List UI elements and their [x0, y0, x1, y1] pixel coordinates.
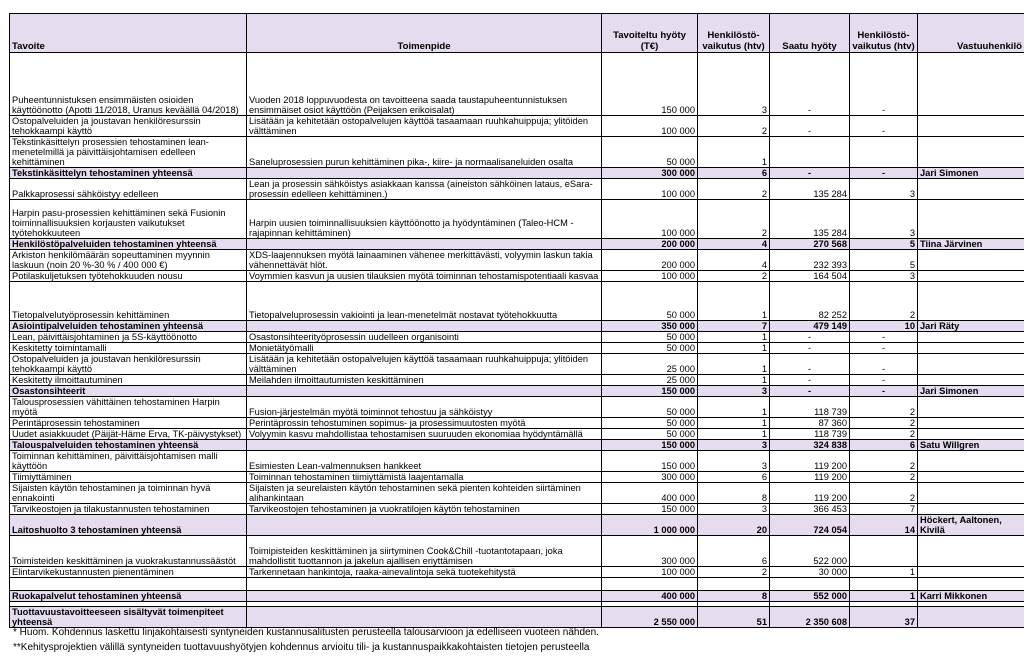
cell-toimenpide: [247, 321, 602, 332]
cell-tavoite: Ruokapalvelut tehostaminen yhteensä: [10, 591, 247, 602]
cell-tavoiteltu-hyoty: 50 000: [602, 397, 698, 418]
cell-vastuuhenkilo: Karri Mikkonen: [918, 591, 1024, 602]
cell-tavoiteltu-hyoty: 150 000: [602, 53, 698, 116]
cell-tavoite: Toiminnan kehittäminen, päivittäisjohtamisen malli käyttöön: [10, 451, 247, 472]
cell-toimenpide: Vuoden 2018 loppuvuodesta on tavoitteena saada taustapuheentunnistuksen ensimmäiset osiot käyttöön (Peijaksen erikoisalat): [247, 53, 602, 116]
cell-vastuuhenkilo: [918, 116, 1024, 137]
cell-htv-saatu: 2: [850, 472, 918, 483]
cell-htv-saatu: 2: [850, 397, 918, 418]
table-row: [10, 536, 1024, 567]
table-row: [10, 567, 1024, 578]
cell-saatu-hyoty: 118 739: [770, 397, 850, 418]
cell-vastuuhenkilo: [918, 332, 1024, 343]
cell-htv: 8: [698, 483, 770, 504]
cell-toimenpide: Lean ja prosessin sähköistys asiakkaan kanssa (aineiston sähköinen lataus, eSara-prosessin edelleen kehittäminen.): [247, 179, 602, 200]
cell-htv-saatu: -: [850, 343, 918, 354]
table-row: [10, 343, 1024, 354]
cell-htv: 1: [698, 375, 770, 386]
cell-saatu-hyoty: -: [770, 386, 850, 397]
cell-htv: 3: [698, 53, 770, 116]
cell-tavoite: Toimisteiden keskittäminen ja vuokrakustannussäästöt: [10, 536, 247, 567]
cell-vastuuhenkilo: Jari Räty: [918, 321, 1024, 332]
cell-vastuuhenkilo: [918, 567, 1024, 578]
header-row: [10, 14, 1024, 53]
cell-htv-saatu: [850, 578, 918, 591]
cell-toimenpide: Monietätyömalli: [247, 343, 602, 354]
cell-toimenpide: [247, 440, 602, 451]
table-row: [10, 418, 1024, 429]
cell-vastuuhenkilo: [918, 250, 1024, 271]
cell-htv-saatu: 10: [850, 321, 918, 332]
cell-saatu-hyoty: 119 200: [770, 483, 850, 504]
cell-htv: 7: [698, 321, 770, 332]
cell-tavoite: Ostopalveluiden ja joustavan henkilöresurssin tehokkaampi käyttö: [10, 116, 247, 137]
table-row: [10, 354, 1024, 375]
cell-htv: 3: [698, 386, 770, 397]
cell-vastuuhenkilo: [918, 429, 1024, 440]
cell-vastuuhenkilo: [918, 397, 1024, 418]
cell-vastuuhenkilo: [918, 354, 1024, 375]
table-row: [10, 200, 1024, 239]
cell-tavoite: Tiimiyttäminen: [10, 472, 247, 483]
header-tavoiteltu-hyoty: Tavoiteltu hyöty (T€): [602, 14, 698, 53]
cell-toimenpide: Toiminnan tehostaminen tiimiyttämistä laajentamalla: [247, 472, 602, 483]
cell-toimenpide: XDS-laajennuksen myötä lainaaminen vähenee merkittävästi, volyymin laskun takia vähennettävät hlöt.: [247, 250, 602, 271]
cell-toimenpide: Tarvikeostojen tehostaminen ja vuokratilojen käytön tehostaminen: [247, 504, 602, 515]
table-row: [10, 472, 1024, 483]
table-row: [10, 429, 1024, 440]
cell-vastuuhenkilo: [918, 607, 1024, 628]
cell-htv-saatu: -: [850, 168, 918, 179]
cell-toimenpide: Lisätään ja kehitetään ostopalvelujen käyttöä tasaamaan ruuhkahuippuja; ylitöiden välttäminen: [247, 354, 602, 375]
cell-vastuuhenkilo: [918, 418, 1024, 429]
cell-vastuuhenkilo: [918, 137, 1024, 168]
cell-toimenpide: Harpin uusien toiminnallisuuksien käyttöönotto ja hyödyntäminen (Taleo-HCM -rajapinnan kehittäminen): [247, 200, 602, 239]
cell-htv: 8: [698, 591, 770, 602]
cell-saatu-hyoty: 135 284: [770, 200, 850, 239]
cell-tavoite: Tarvikeostojen ja tilakustannusten tehostaminen: [10, 504, 247, 515]
cell-tavoite: Osastonsihteerit: [10, 386, 247, 397]
table-row: [10, 53, 1024, 116]
cell-tavoiteltu-hyoty: 50 000: [602, 429, 698, 440]
cell-saatu-hyoty: -: [770, 116, 850, 137]
cell-vastuuhenkilo: [918, 271, 1024, 282]
table-row: [10, 137, 1024, 168]
cell-tavoiteltu-hyoty: 150 000: [602, 440, 698, 451]
cell-htv: 2: [698, 200, 770, 239]
cell-saatu-hyoty: -: [770, 343, 850, 354]
cell-vastuuhenkilo: [918, 282, 1024, 321]
cell-htv: 6: [698, 472, 770, 483]
cell-htv-saatu: 14: [850, 515, 918, 536]
footnote-2: **Kehitysprojektien välillä syntyneiden tuottavuushyötyjen kohdennus arvioitu tili- ja kustannuspaikkakohtaisten tietojen perusteella: [13, 642, 590, 653]
cell-toimenpide: Saneluprosessien purun kehittäminen pika-, kiire- ja normaalisaneluiden osalta: [247, 137, 602, 168]
cell-tavoite: Lean, päivittäisjohtaminen ja 5S-käyttöönotto: [10, 332, 247, 343]
cell-toimenpide: [247, 168, 602, 179]
header-vastuuhenkilo: Vastuuhenkilö: [918, 14, 1024, 53]
cell-toimenpide: Osastonsihteerityöprosessin uudelleen organisointi: [247, 332, 602, 343]
cell-tavoite: Keskitetty ilmoittautuminen: [10, 375, 247, 386]
cell-tavoiteltu-hyoty: 50 000: [602, 343, 698, 354]
cell-tavoite: Tietopalvelutyöprosessin kehittäminen: [10, 282, 247, 321]
cell-htv-saatu: -: [850, 386, 918, 397]
cell-saatu-hyoty: 366 453: [770, 504, 850, 515]
cell-tavoiteltu-hyoty: 2 550 000: [602, 607, 698, 628]
cell-tavoiteltu-hyoty: 50 000: [602, 282, 698, 321]
table-row: [10, 451, 1024, 472]
cell-saatu-hyoty: [770, 578, 850, 591]
cell-tavoiteltu-hyoty: 300 000: [602, 536, 698, 567]
cell-tavoite: Keskitetty toimintamalli: [10, 343, 247, 354]
cell-vastuuhenkilo: [918, 483, 1024, 504]
cell-toimenpide: Esimiesten Lean-valmennuksen hankkeet: [247, 451, 602, 472]
cell-tavoiteltu-hyoty: 25 000: [602, 354, 698, 375]
cell-tavoite: Elintarvikekustannusten pienentäminen: [10, 567, 247, 578]
cell-saatu-hyoty: 479 149: [770, 321, 850, 332]
cell-tavoite: Uudet asiakkuudet (Päijät-Häme Erva, TK-päivystykset): [10, 429, 247, 440]
cell-vastuuhenkilo: [918, 179, 1024, 200]
total-row: [10, 515, 1024, 536]
cell-saatu-hyoty: 119 200: [770, 472, 850, 483]
footnote-1: * Huom. Kohdennus laskettu linjakohtaisesti syntyneiden kustannusalitusten perusteella talousarvioon ja edelliseen vuoteen nähden.: [13, 627, 599, 638]
table-row: [10, 179, 1024, 200]
cell-htv: [698, 578, 770, 591]
cell-tavoiteltu-hyoty: 100 000: [602, 271, 698, 282]
cell-htv: 3: [698, 504, 770, 515]
cell-tavoiteltu-hyoty: 200 000: [602, 239, 698, 250]
total-row: [10, 386, 1024, 397]
cell-tavoiteltu-hyoty: 100 000: [602, 116, 698, 137]
cell-htv: 1: [698, 397, 770, 418]
cell-htv: 3: [698, 440, 770, 451]
cell-tavoiteltu-hyoty: 50 000: [602, 418, 698, 429]
cell-saatu-hyoty: -: [770, 375, 850, 386]
cell-toimenpide: [247, 386, 602, 397]
total-row: [10, 591, 1024, 602]
cell-toimenpide: Toimipisteiden keskittäminen ja siirtyminen Cook&Chill -tuotantotapaan, joka mahdollistit tuottannon ja jakelun ajallisen eriyttämisen: [247, 536, 602, 567]
cell-tavoite: Talousprosessien vähittäinen tehostaminen Harpin myötä: [10, 397, 247, 418]
cell-htv-saatu: 2: [850, 418, 918, 429]
cell-tavoite: Henkilöstöpalveluiden tehostaminen yhteensä: [10, 239, 247, 250]
cell-tavoite: Potilaskuljetuksen työtehokkuuden nousu: [10, 271, 247, 282]
cell-tavoiteltu-hyoty: [602, 578, 698, 591]
cell-toimenpide: Fusion-järjestelmän myötä toiminnot tehostuu ja sähköistyy: [247, 397, 602, 418]
cell-htv: 2: [698, 271, 770, 282]
cell-tavoite: Tekstinkäsittelyn tehostaminen yhteensä: [10, 168, 247, 179]
cell-tavoite: Perintäprosessin tehostaminen: [10, 418, 247, 429]
cell-vastuuhenkilo: [918, 451, 1024, 472]
cell-tavoiteltu-hyoty: 300 000: [602, 168, 698, 179]
cell-saatu-hyoty: 164 504: [770, 271, 850, 282]
cell-htv: 1: [698, 282, 770, 321]
cell-saatu-hyoty: 2 350 608: [770, 607, 850, 628]
cell-vastuuhenkilo: [918, 472, 1024, 483]
cell-htv-saatu: 2: [850, 451, 918, 472]
cell-htv-saatu: [850, 536, 918, 567]
cell-toimenpide: [247, 591, 602, 602]
table-row: [10, 250, 1024, 271]
cell-htv-saatu: 2: [850, 483, 918, 504]
total-row: [10, 168, 1024, 179]
cell-vastuuhenkilo: [918, 343, 1024, 354]
table-row: [10, 116, 1024, 137]
cell-toimenpide: [247, 578, 602, 591]
cell-tavoite: Arkiston henkilömäärän sopeuttaminen myynnin laskuun (noin 20 %-30 % / 400 000 €): [10, 250, 247, 271]
cell-htv-saatu: 3: [850, 179, 918, 200]
cell-htv-saatu: 5: [850, 239, 918, 250]
cell-toimenpide: [247, 239, 602, 250]
cell-saatu-hyoty: 552 000: [770, 591, 850, 602]
cell-htv: 1: [698, 343, 770, 354]
cell-htv-saatu: 1: [850, 567, 918, 578]
table-body: [10, 53, 1024, 628]
cell-toimenpide: Voymmien kasvun ja uusien tilauksien myötä toiminnan tehostamispotentiaali kasvaa: [247, 271, 602, 282]
cell-vastuuhenkilo: Tiina Järvinen: [918, 239, 1024, 250]
cell-saatu-hyoty: 270 568: [770, 239, 850, 250]
cell-htv: 20: [698, 515, 770, 536]
cell-toimenpide: Volyymin kasvu mahdollistaa tehostamisen suuruuden ekonomiaa hyödyntämällä: [247, 429, 602, 440]
cell-htv: 1: [698, 332, 770, 343]
cell-tavoite: Talouspalveluiden tehostaminen yhteensä: [10, 440, 247, 451]
table-row: [10, 578, 1024, 591]
table-row: [10, 271, 1024, 282]
cell-saatu-hyoty: -: [770, 53, 850, 116]
cell-tavoiteltu-hyoty: 150 000: [602, 386, 698, 397]
cell-tavoiteltu-hyoty: 200 000: [602, 250, 698, 271]
cell-tavoiteltu-hyoty: 350 000: [602, 321, 698, 332]
cell-saatu-hyoty: 522 000: [770, 536, 850, 567]
cell-saatu-hyoty: 118 739: [770, 429, 850, 440]
cell-htv-saatu: -: [850, 354, 918, 375]
cell-tavoite: Tuottavuustavoitteeseen sisältyvät toimenpiteet yhteensä: [10, 607, 247, 628]
cell-vastuuhenkilo: Jari Simonen: [918, 168, 1024, 179]
cell-toimenpide: [247, 515, 602, 536]
cell-htv-saatu: [850, 137, 918, 168]
table-row: [10, 332, 1024, 343]
cell-htv: 1: [698, 137, 770, 168]
cell-htv-saatu: -: [850, 116, 918, 137]
cell-toimenpide: Lisätään ja kehitetään ostopalvelujen käyttöä tasaamaan ruuhkahuippuja; ylitöiden välttäminen: [247, 116, 602, 137]
cell-htv: 4: [698, 250, 770, 271]
cell-tavoite: Tekstinkäsittelyn prosessien tehostaminen lean-menetelmillä ja päivittäisjohtamisen edelleen kehittäminen: [10, 137, 247, 168]
cell-saatu-hyoty: [770, 137, 850, 168]
cell-tavoite: Puheentunnistuksen ensimmäisten osioiden käyttöönotto (Apotti 11/2018, Uranus keväällä 04/2018): [10, 53, 247, 116]
cell-saatu-hyoty: 82 252: [770, 282, 850, 321]
cell-vastuuhenkilo: [918, 200, 1024, 239]
cell-vastuuhenkilo: [918, 375, 1024, 386]
cell-tavoite: Sijaisten käytön tehostaminen ja toiminnan hyvä ennakointi: [10, 483, 247, 504]
cell-tavoite: Palkkaprosessi sähköistyy edelleen: [10, 179, 247, 200]
cell-saatu-hyoty: 135 284: [770, 179, 850, 200]
cell-tavoiteltu-hyoty: 300 000: [602, 472, 698, 483]
total-row: [10, 440, 1024, 451]
cell-htv-saatu: 1: [850, 591, 918, 602]
cell-tavoiteltu-hyoty: 100 000: [602, 200, 698, 239]
cell-vastuuhenkilo: [918, 536, 1024, 567]
cell-toimenpide: [247, 607, 602, 628]
cell-htv: 2: [698, 567, 770, 578]
cell-toimenpide: Meilahden ilmoittautumisten keskittäminen: [247, 375, 602, 386]
header-toimenpide: Toimenpide: [247, 14, 602, 53]
cell-htv: 1: [698, 354, 770, 375]
cell-htv-saatu: 3: [850, 200, 918, 239]
cell-vastuuhenkilo: [918, 578, 1024, 591]
cell-toimenpide: Perintäprossin tehostuminen sopimus- ja prosessimuutosten myötä: [247, 418, 602, 429]
cell-htv-saatu: 3: [850, 271, 918, 282]
cell-tavoite: Ostopalveluiden ja joustavan henkilöresurssin tehokkaampi käyttö: [10, 354, 247, 375]
cell-tavoiteltu-hyoty: 100 000: [602, 567, 698, 578]
table-row: [10, 282, 1024, 321]
cell-toimenpide: Tietopalveluprosessin vakiointi ja lean-menetelmät nostavat työtehokkuutta: [247, 282, 602, 321]
cell-htv: 3: [698, 451, 770, 472]
cell-htv: 2: [698, 179, 770, 200]
cell-tavoiteltu-hyoty: 150 000: [602, 504, 698, 515]
cell-htv: 51: [698, 607, 770, 628]
table-row: [10, 483, 1024, 504]
cell-tavoiteltu-hyoty: 1 000 000: [602, 515, 698, 536]
cell-tavoite: [10, 578, 247, 591]
cell-vastuuhenkilo: Jari Simonen: [918, 386, 1024, 397]
header-saatu-hyoty: Saatu hyöty: [770, 14, 850, 53]
cell-htv-saatu: 2: [850, 282, 918, 321]
cell-saatu-hyoty: 87 360: [770, 418, 850, 429]
cell-htv-saatu: -: [850, 375, 918, 386]
cell-htv-saatu: 6: [850, 440, 918, 451]
cell-tavoite: Asiointipalveluiden tehostaminen yhteensä: [10, 321, 247, 332]
header-henkilosto-vaikutus: Henkilöstö-vaikutus (htv): [698, 14, 770, 53]
cell-htv: 1: [698, 429, 770, 440]
cell-htv: 6: [698, 168, 770, 179]
cell-htv-saatu: 2: [850, 429, 918, 440]
cell-vastuuhenkilo: Höckert, Aaltonen, Kivilä: [918, 515, 1024, 536]
table-row: [10, 504, 1024, 515]
cell-tavoiteltu-hyoty: 25 000: [602, 375, 698, 386]
cell-tavoiteltu-hyoty: 400 000: [602, 591, 698, 602]
cell-saatu-hyoty: 232 393: [770, 250, 850, 271]
total-row: [10, 607, 1024, 628]
table-row: [10, 375, 1024, 386]
cell-saatu-hyoty: -: [770, 354, 850, 375]
header-tavoite: Tavoite: [10, 14, 247, 53]
cell-htv-saatu: 5: [850, 250, 918, 271]
cell-tavoiteltu-hyoty: 150 000: [602, 451, 698, 472]
cell-htv: 4: [698, 239, 770, 250]
cell-saatu-hyoty: 30 000: [770, 567, 850, 578]
cell-htv: 2: [698, 116, 770, 137]
cell-htv-saatu: -: [850, 332, 918, 343]
cell-htv-saatu: 7: [850, 504, 918, 515]
cell-saatu-hyoty: 724 054: [770, 515, 850, 536]
cell-saatu-hyoty: 119 200: [770, 451, 850, 472]
table-row: [10, 397, 1024, 418]
total-row: [10, 239, 1024, 250]
cell-vastuuhenkilo: Satu Willgren: [918, 440, 1024, 451]
cell-tavoiteltu-hyoty: 50 000: [602, 137, 698, 168]
cell-vastuuhenkilo: [918, 53, 1024, 116]
cell-htv-saatu: -: [850, 53, 918, 116]
cell-tavoiteltu-hyoty: 400 000: [602, 483, 698, 504]
cell-tavoiteltu-hyoty: 100 000: [602, 179, 698, 200]
productivity-table: [9, 13, 1024, 628]
cell-tavoite: Harpin pasu-prosessien kehittäminen sekä Fusionin toiminnallisuuksien korjausten vaikutukset työtehokkuuteen: [10, 200, 247, 239]
cell-vastuuhenkilo: [918, 504, 1024, 515]
cell-tavoite: Laitoshuolto 3 tehostaminen yhteensä: [10, 515, 247, 536]
cell-toimenpide: Tarkennetaan hankintoja, raaka-ainevalintoja sekä tuotekehitystä: [247, 567, 602, 578]
header-henkilosto-vaikutus-2: Henkilöstö-vaikutus (htv): [850, 14, 918, 53]
cell-htv-saatu: 37: [850, 607, 918, 628]
cell-saatu-hyoty: 324 838: [770, 440, 850, 451]
cell-tavoiteltu-hyoty: 50 000: [602, 332, 698, 343]
cell-toimenpide: Sijaisten ja seurelaisten käytön tehostaminen sekä pienten kohteiden siirtäminen alihankintaan: [247, 483, 602, 504]
total-row: [10, 321, 1024, 332]
cell-htv: 1: [698, 418, 770, 429]
cell-saatu-hyoty: -: [770, 332, 850, 343]
cell-htv: 6: [698, 536, 770, 567]
cell-saatu-hyoty: -: [770, 168, 850, 179]
